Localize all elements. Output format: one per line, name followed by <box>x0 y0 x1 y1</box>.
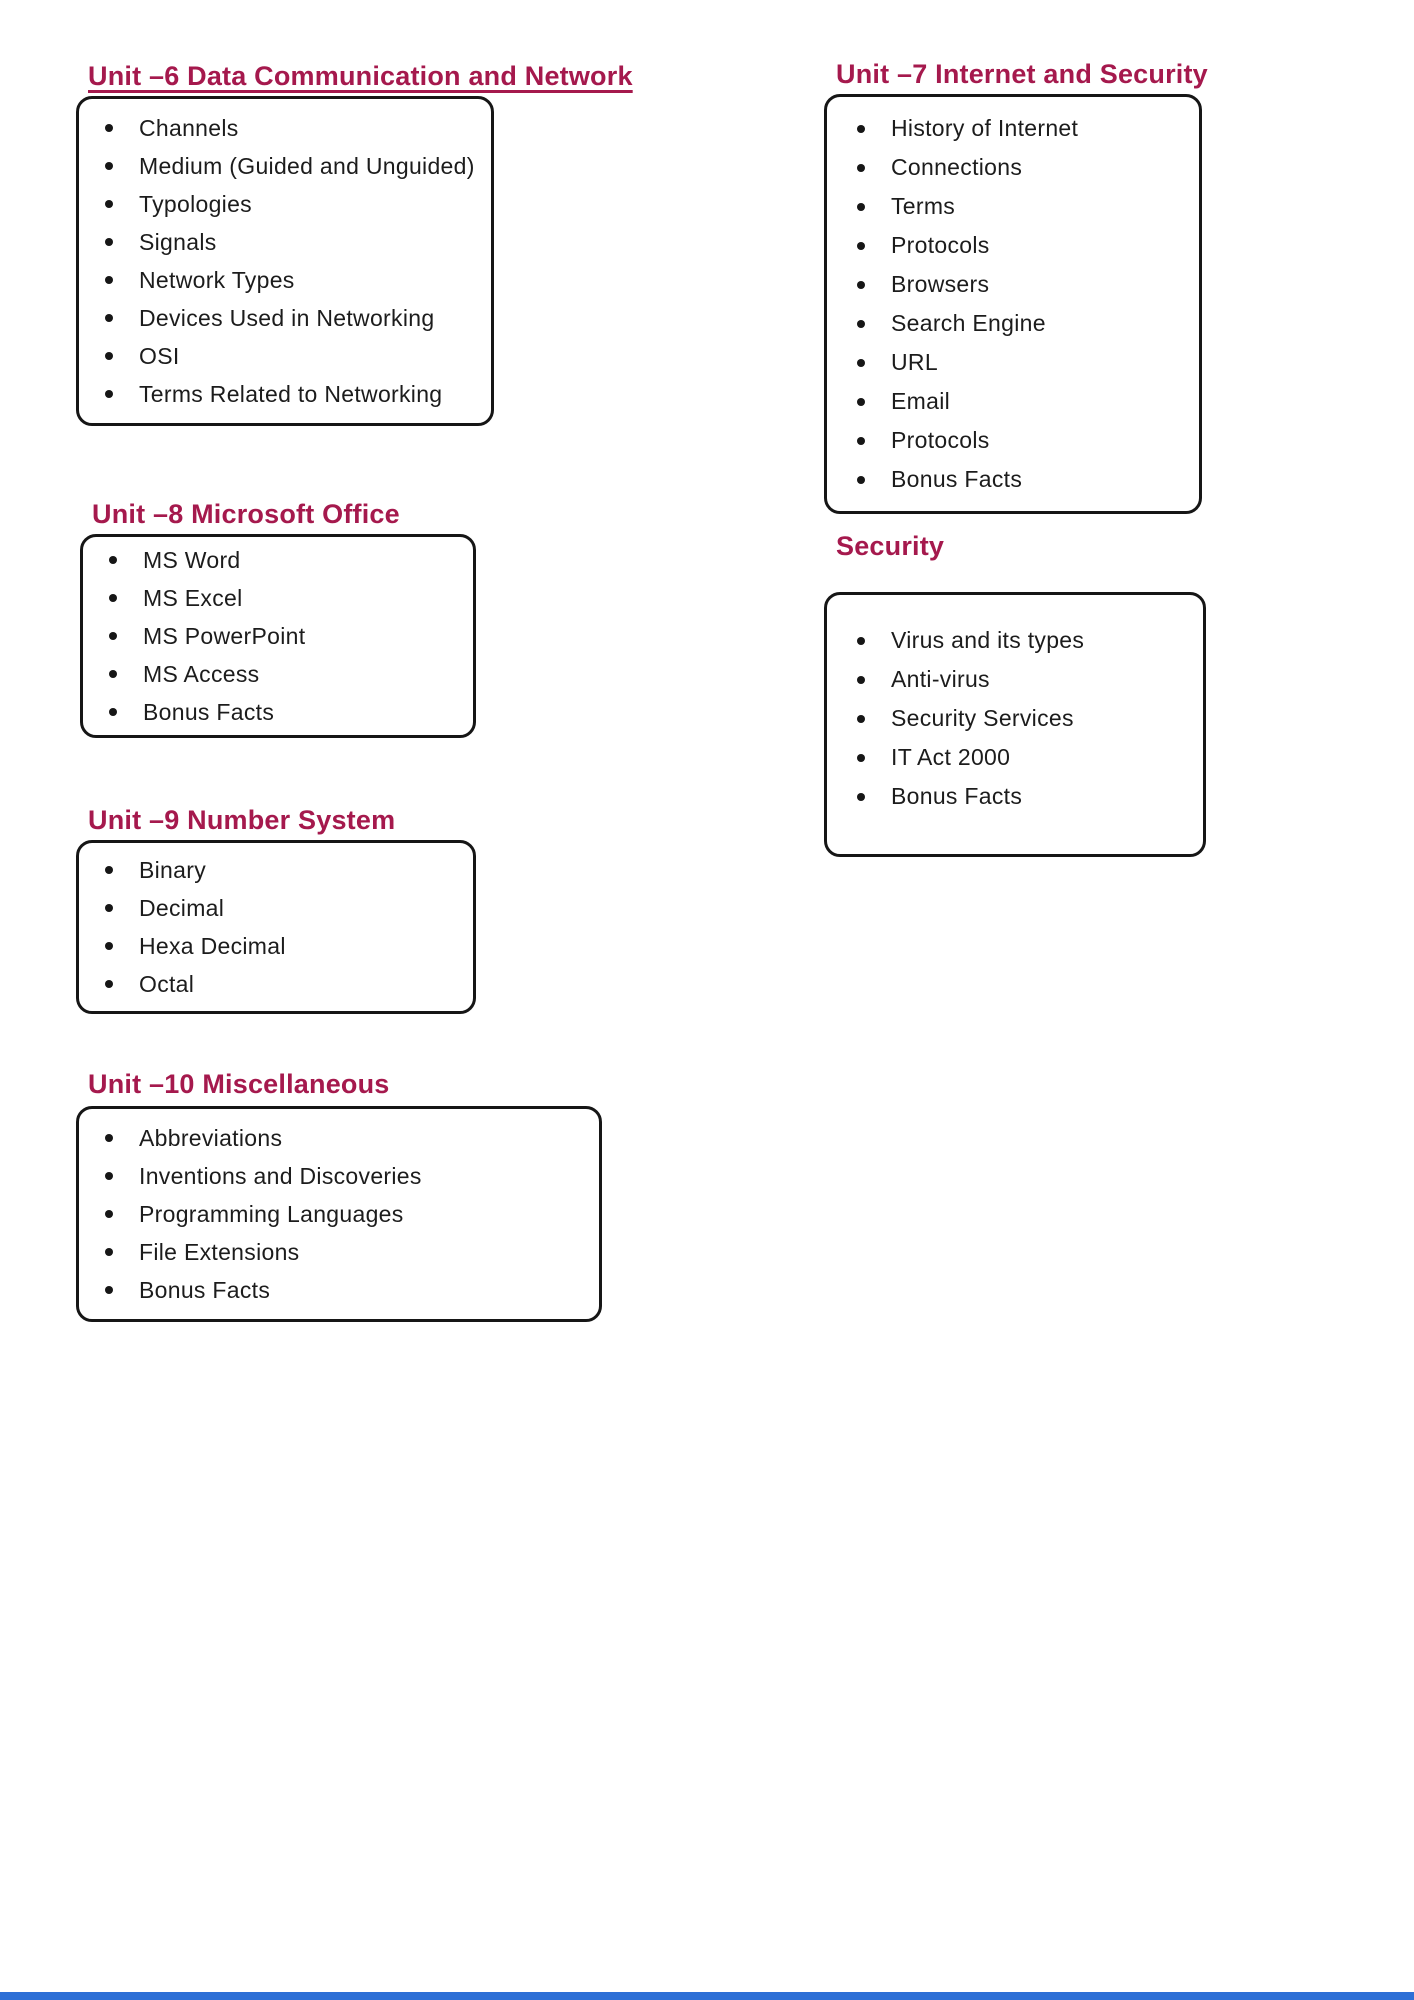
topic-list-unit-7 <box>827 109 1199 499</box>
topic-item: Terms Related to Networking <box>79 375 491 413</box>
topic-item: URL <box>827 343 1199 382</box>
topic-item: Protocols <box>827 421 1199 460</box>
section-title-security: Security <box>836 531 945 561</box>
topic-box-unit-9 <box>76 840 476 1014</box>
topic-item: Browsers <box>827 265 1199 304</box>
topic-item: MS Excel <box>83 579 473 617</box>
topic-item: Anti-virus <box>827 660 1203 699</box>
topic-item: Octal <box>79 965 473 1003</box>
topic-item: Medium (Guided and Unguided) <box>79 147 491 185</box>
topic-item: Connections <box>827 148 1199 187</box>
topic-item: OSI <box>79 337 491 375</box>
section-title-unit-8: Unit –8 Microsoft Office <box>92 499 400 529</box>
section-title-unit-7: Unit –7 Internet and Security <box>836 59 1208 89</box>
topic-item: Typologies <box>79 185 491 223</box>
topic-item: Email <box>827 382 1199 421</box>
topic-item: Security Services <box>827 699 1203 738</box>
topic-item: File Extensions <box>79 1233 599 1271</box>
topic-item: Decimal <box>79 889 473 927</box>
topic-box-unit-8 <box>80 534 476 738</box>
topic-box-unit-6 <box>76 96 494 426</box>
topic-item: Programming Languages <box>79 1195 599 1233</box>
topic-item: Bonus Facts <box>827 460 1199 499</box>
topic-list-unit-8 <box>83 541 473 731</box>
topic-list-security <box>827 621 1203 816</box>
topic-item: MS PowerPoint <box>83 617 473 655</box>
topic-item: Bonus Facts <box>83 693 473 731</box>
topic-item: Terms <box>827 187 1199 226</box>
topic-item: Inventions and Discoveries <box>79 1157 599 1195</box>
section-unit-6 <box>76 60 633 426</box>
section-unit-10 <box>76 1068 602 1322</box>
section-unit-8 <box>80 498 476 738</box>
section-title-unit-10: Unit –10 Miscellaneous <box>88 1069 390 1099</box>
topic-item: History of Internet <box>827 109 1199 148</box>
topic-box-security <box>824 592 1206 857</box>
topic-item: Virus and its types <box>827 621 1203 660</box>
topic-item: IT Act 2000 <box>827 738 1203 777</box>
topic-item: Hexa Decimal <box>79 927 473 965</box>
topic-item: Devices Used in Networking <box>79 299 491 337</box>
topic-item: MS Access <box>83 655 473 693</box>
topic-list-unit-6 <box>79 109 491 413</box>
topic-box-unit-10 <box>76 1106 602 1322</box>
footer-accent-bar <box>0 1992 1414 2000</box>
topic-item: Binary <box>79 851 473 889</box>
section-title-unit-6: Unit –6 Data Communication and Network <box>88 61 633 91</box>
topic-item: Search Engine <box>827 304 1199 343</box>
section-security <box>824 530 1206 857</box>
topic-item: Protocols <box>827 226 1199 265</box>
topic-item: MS Word <box>83 541 473 579</box>
topic-item: Bonus Facts <box>79 1271 599 1309</box>
topic-item: Signals <box>79 223 491 261</box>
topic-item: Abbreviations <box>79 1119 599 1157</box>
topic-item: Channels <box>79 109 491 147</box>
topic-list-unit-9 <box>79 851 473 1003</box>
section-title-unit-9: Unit –9 Number System <box>88 805 396 835</box>
section-unit-7 <box>824 58 1208 514</box>
section-unit-9 <box>76 804 476 1014</box>
topic-item: Bonus Facts <box>827 777 1203 816</box>
topic-item: Network Types <box>79 261 491 299</box>
topic-box-unit-7 <box>824 94 1202 514</box>
topic-list-unit-10 <box>79 1119 599 1309</box>
